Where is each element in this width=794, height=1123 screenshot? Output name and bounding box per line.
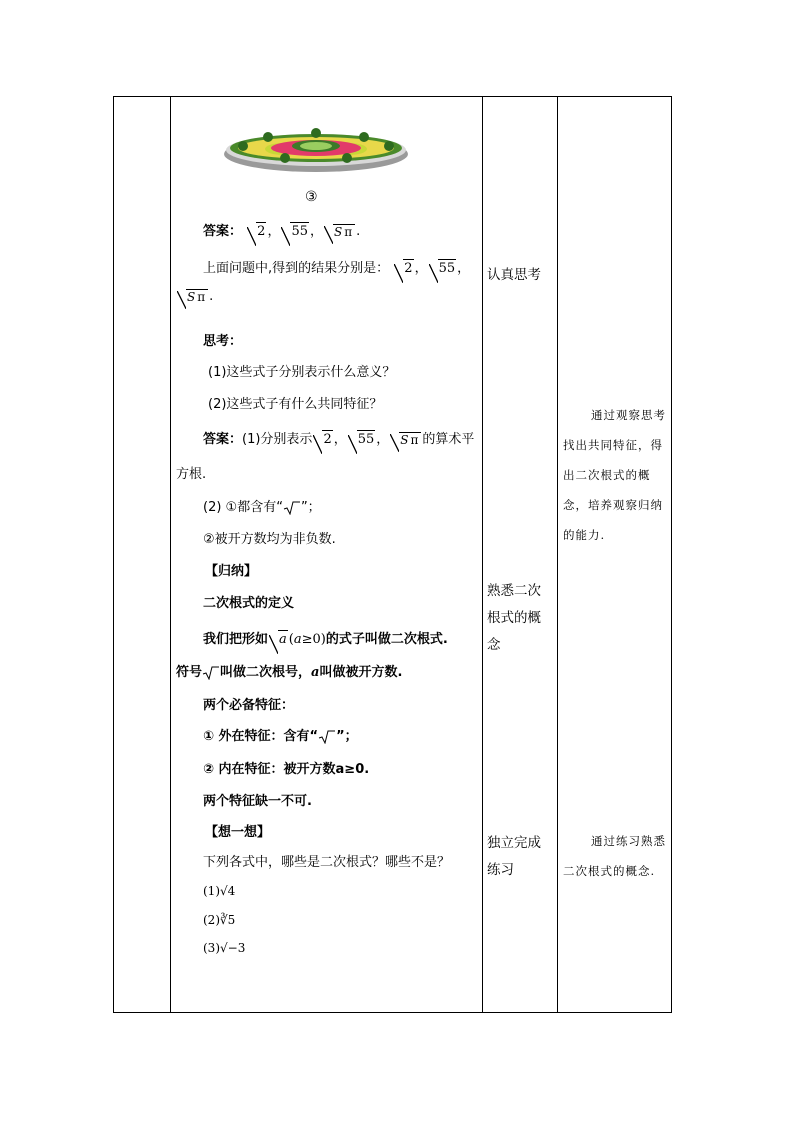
definition2-a: 符号 bbox=[176, 665, 203, 680]
definition-title: 二次根式的定义 bbox=[203, 596, 295, 611]
answer1-label: 答案： bbox=[203, 224, 243, 239]
sqrt-2: 2 bbox=[247, 222, 266, 241]
sqrt-s-over-pi: S π bbox=[390, 431, 421, 449]
guina-heading: 【归纳】 bbox=[205, 564, 258, 579]
definition-b: 的式子叫做二次根式. bbox=[325, 632, 448, 647]
feature-2-line: ②被开方数均为非负数. bbox=[203, 532, 336, 547]
results-line: 上面问题中,得到的结果分别是： 2 ， 55 ， bbox=[203, 261, 471, 276]
answer2: 答案：(1)分别表示 2 ， 55 ， S π 的算术平 bbox=[203, 432, 475, 447]
definition2-var: a bbox=[311, 665, 320, 680]
figure-label: ③ bbox=[305, 189, 318, 205]
external-feature-b: ”； bbox=[336, 729, 358, 744]
sqrt-55: 55 bbox=[281, 222, 309, 241]
think-label: 思考： bbox=[203, 334, 243, 349]
external-feature-a: ① 外在特征：含有“ bbox=[203, 729, 319, 744]
column-divider bbox=[170, 97, 171, 1012]
answer2-suffix: 的算术平 bbox=[422, 432, 475, 447]
radical-symbol-icon bbox=[283, 501, 301, 515]
two-features: 两个必备特征： bbox=[203, 698, 295, 713]
definition-line bbox=[203, 630, 448, 649]
definition2-c: 叫做被开方数. bbox=[319, 665, 403, 680]
design-note-1: 通过观察思考找出共同特征，得出二次根式的概念，培养观察归纳的能力. bbox=[563, 408, 666, 542]
results-text: 上面问题中,得到的结果分别是： bbox=[203, 261, 390, 276]
radical-symbol-icon bbox=[318, 730, 336, 744]
radical-symbol-icon bbox=[202, 666, 220, 680]
fanggen-line: 方根. bbox=[176, 467, 207, 482]
definition2-b: 叫做二次根号， bbox=[220, 665, 312, 680]
design-note-2: 通过练习熟悉二次根式的概念. bbox=[563, 834, 666, 878]
both-features: 两个特征缺一不可. bbox=[203, 794, 312, 809]
column-divider bbox=[557, 97, 558, 1012]
sqrt-2: 2 bbox=[313, 430, 332, 449]
question-1: (1)这些式子分别表示什么意义？ bbox=[208, 365, 396, 380]
sqrt-55: 55 bbox=[429, 259, 457, 278]
example-2: (2)∛5 bbox=[203, 913, 236, 927]
sqrt-55: 55 bbox=[348, 430, 376, 449]
external-feature bbox=[203, 728, 358, 746]
internal-feature: ② 内在特征：被开方数a≥0. bbox=[203, 762, 370, 777]
sqrt-s-over-pi: S π bbox=[177, 288, 208, 306]
flower-bed-image bbox=[223, 124, 409, 174]
think2-heading: 【想一想】 bbox=[205, 825, 271, 840]
example-1: (1)√4 bbox=[203, 884, 236, 898]
think2-question: 下列各式中，哪些是二次根式？哪些不是？ bbox=[203, 855, 451, 870]
answer1: 答案： 2 ， 55 ， S π . bbox=[203, 224, 361, 239]
answer2-prefix: (1)分别表示 bbox=[242, 432, 313, 447]
sqrt-2: 2 bbox=[394, 259, 413, 278]
column-divider bbox=[482, 97, 483, 1012]
definition-a: 我们把形如 bbox=[203, 632, 269, 647]
results-line-cont: S π . bbox=[176, 288, 213, 306]
feature-1-a: (2) ①都含有“ bbox=[203, 500, 283, 515]
answer2-label: 答案： bbox=[203, 432, 243, 447]
feature-1-b: ”； bbox=[300, 500, 321, 515]
student-activity-2: 熟悉二次根式的概念 bbox=[487, 583, 541, 653]
feature-1-line bbox=[203, 499, 321, 517]
definition-line-2 bbox=[176, 664, 402, 682]
student-activity-1: 认真思考 bbox=[487, 267, 541, 283]
student-activity-3: 独立完成练习 bbox=[487, 835, 541, 878]
question-2: (2)这些式子有什么共同特征？ bbox=[208, 397, 383, 412]
sqrt-a-expr: a (a≥0) bbox=[268, 632, 326, 647]
sqrt-s-over-pi: S π bbox=[324, 223, 355, 241]
example-3: (3)√−3 bbox=[203, 941, 246, 955]
